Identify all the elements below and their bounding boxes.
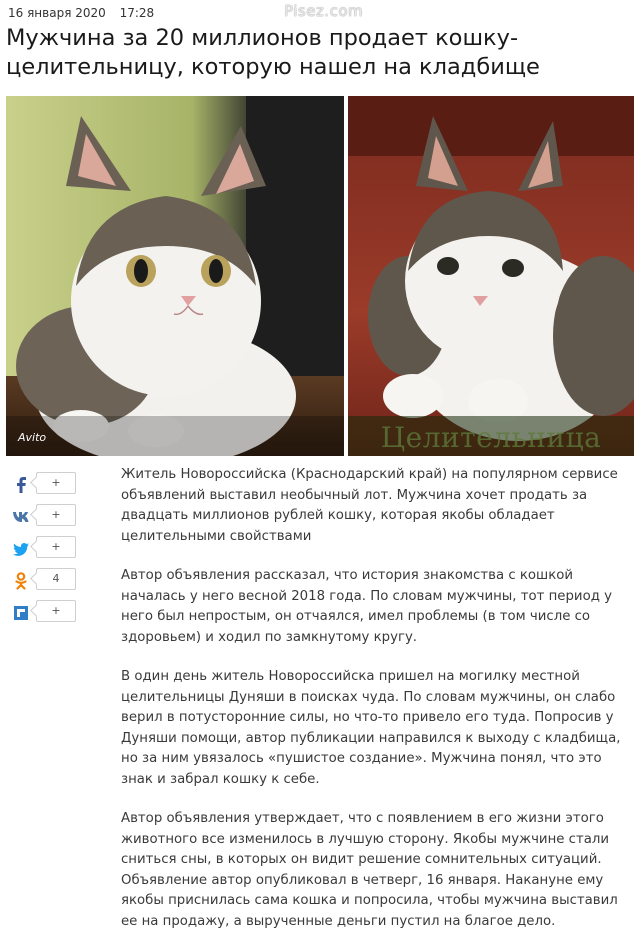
photo-source-caption: Avito [18,431,47,444]
twitter-icon[interactable] [12,540,30,558]
ok-icon[interactable] [12,572,30,590]
share-twitter[interactable] [8,534,84,566]
share-count: + [36,472,76,494]
photo-collage [6,96,634,456]
article-title: Мужчина за 20 миллионов продает кошку-целительницу, которую нашел на кладбище [6,25,540,80]
article-paragraph: Автор объявления утверждает, что с появлением в его жизни этого животного все изменилось в лучшую сторону. Якобы мужчине стали сниться сны, в которых он видит решение сомнительных ситуаций. Объявление автор опубликовал в четверг, 16 января. Накануне ему якобы приснилась сама кошка и попросила, чтобы мужчина выставил ее на продажу, а вырученные деньги пустил на благое дело. [121,811,618,929]
article-paragraph: Житель Новороссийска (Краснодарский край) на популярном сервисе объявлений выставил необычный лот. Мужчина хочет продать за двадцать миллионов рублей кошку, которая якобы обладает целительными свойствами [121,467,618,544]
cat-photo-left[interactable] [6,96,344,456]
article-meta [8,6,154,20]
share-count: 4 [36,568,76,590]
share-flipboard[interactable] [8,598,84,630]
facebook-icon[interactable] [12,476,30,494]
share-odnoklassniki[interactable] [8,566,84,598]
cat-photo-right[interactable] [348,96,634,456]
flipboard-icon[interactable] [12,604,30,622]
cat-image-left [6,96,344,456]
cat-image-right [348,96,634,456]
site-watermark: Pisez.com [284,2,364,20]
share-count: + [36,600,76,622]
share-count: + [36,536,76,558]
article-body [121,465,633,951]
publish-time: 17:28 [119,6,155,20]
article-paragraph: Автор объявления рассказал, что история знакомства с кошкой началась у него весной 2018 года. По словам мужчины, тот период у него был непростым, он отчаялся, имел проблемы (в том числе со здоровьем) и ходил по замкнутому кругу. [121,568,612,645]
vk-icon[interactable] [12,508,30,526]
publish-date: 16 января 2020 [8,6,106,20]
share-count: + [36,504,76,526]
photo-overlay-caption: Целительница [380,421,602,454]
article-paragraph: В один день житель Новороссийска пришел на могилку местной целительницы Дуняши в поисках чуда. По словам мужчины, он слабо верил в потусторонние силы, но что-то привело его туда. Попросив у Дуняши помощи, автор публикации направился к выходу с кладбища, но за ним увязалось «пушистое создание». Мужчина понял, что это знак и забрал кошку к себе. [121,669,621,787]
share-sidebar [8,470,84,630]
share-facebook[interactable] [8,470,84,502]
share-vkontakte[interactable] [8,502,84,534]
